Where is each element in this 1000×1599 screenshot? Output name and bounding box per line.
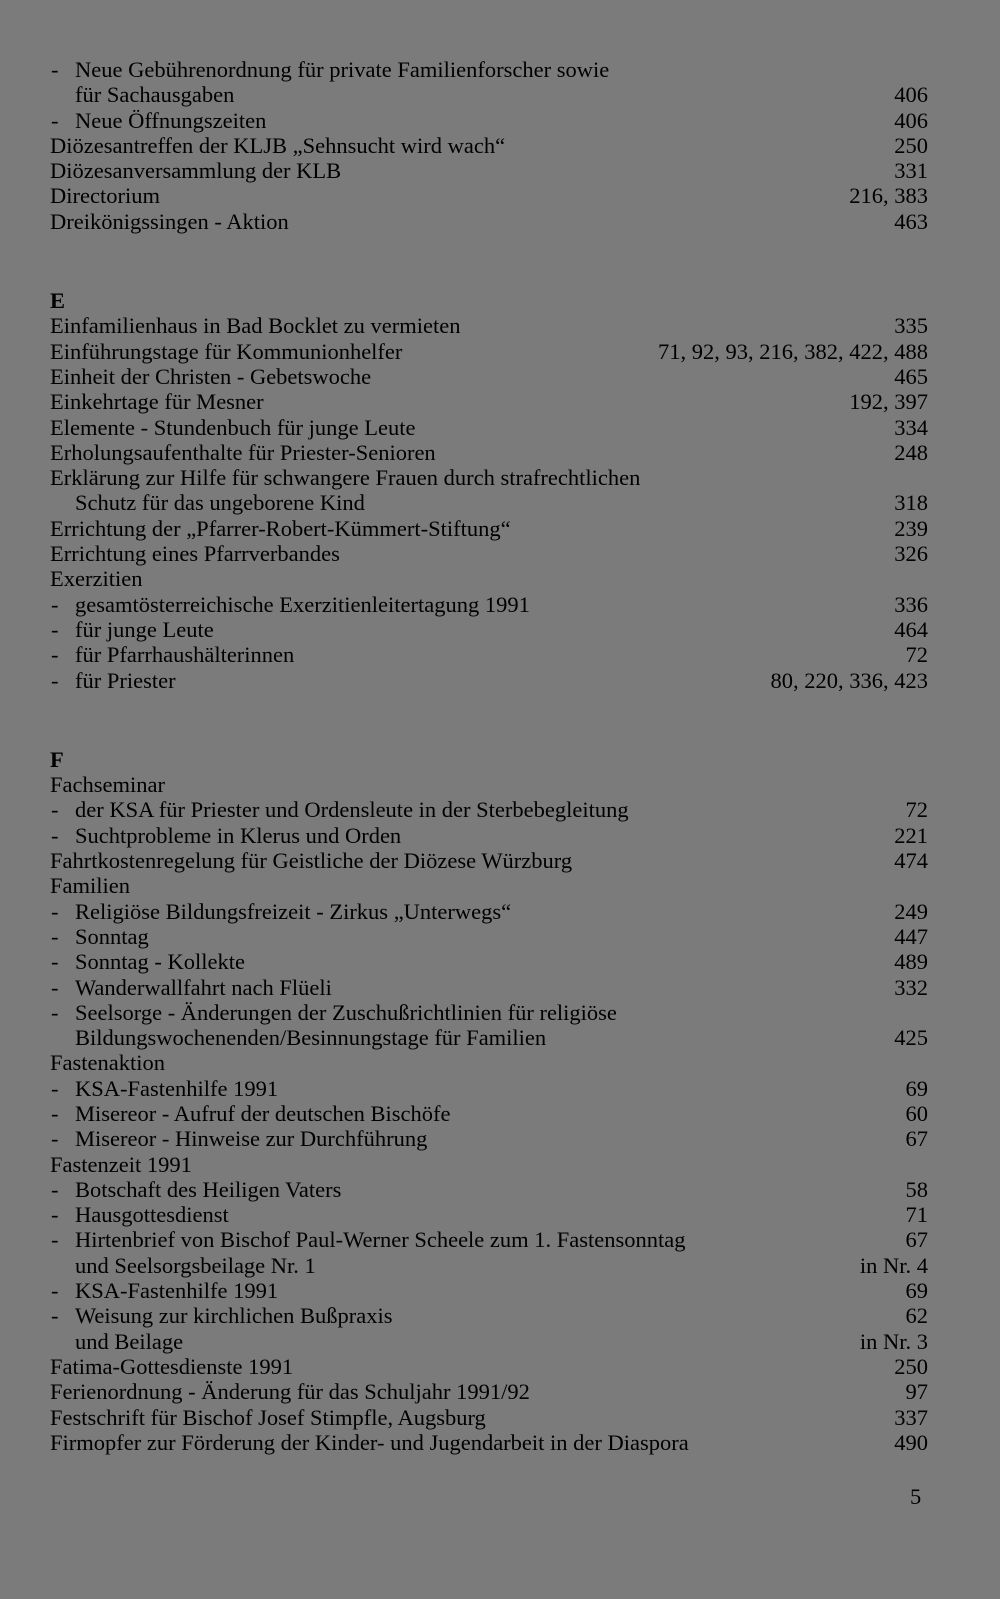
entry-pages: 447 bbox=[894, 923, 928, 949]
index-entry bbox=[50, 1253, 928, 1278]
entry-pages: 332 bbox=[894, 974, 928, 1000]
entry-label: Diözesanversammlung der KLB bbox=[50, 158, 342, 184]
entry-label: Elemente - Stundenbuch für junge Leute bbox=[50, 414, 416, 440]
index-entry bbox=[50, 1101, 928, 1126]
entry-pages: 336 bbox=[894, 591, 928, 617]
entry-label: - KSA-Fastenhilfe 1991 bbox=[50, 1278, 278, 1303]
entry-label: und Beilage bbox=[75, 1328, 184, 1354]
entry-label: Fahrtkostenregelung für Geistliche der Diözese Würzburg bbox=[50, 848, 573, 874]
entry-label: Einführungstage für Kommunionhelfer bbox=[50, 338, 403, 364]
index-entry bbox=[50, 158, 928, 183]
index-entry bbox=[50, 1329, 928, 1354]
index-entry bbox=[50, 490, 928, 515]
index-entry bbox=[50, 797, 928, 822]
entry-pages: 67 bbox=[905, 1227, 928, 1253]
entry-label: Fatima-Gottesdienste 1991 bbox=[50, 1353, 294, 1379]
entry-label: Fastenzeit 1991 bbox=[50, 1151, 192, 1177]
index-entry bbox=[50, 1126, 928, 1151]
index-entry bbox=[50, 772, 928, 797]
entry-pages: 69 bbox=[905, 1075, 928, 1101]
index-entry bbox=[50, 1152, 928, 1177]
index-entry bbox=[50, 364, 928, 389]
entry-label: Errichtung der „Pfarrer-Robert-Kümmert-Stiftung“ bbox=[50, 515, 511, 541]
entry-pages: 464 bbox=[894, 616, 928, 642]
entry-pages: 489 bbox=[894, 949, 928, 975]
entry-pages: 249 bbox=[894, 898, 928, 924]
entry-label: - Sonntag - Kollekte bbox=[50, 949, 245, 974]
subject-index bbox=[50, 57, 928, 1455]
index-entry bbox=[50, 1430, 928, 1455]
index-entry bbox=[50, 313, 928, 338]
entry-label: - Seelsorge - Änderungen der Zuschußrichtlinien für religiöse bbox=[50, 1000, 617, 1025]
index-section bbox=[50, 57, 928, 234]
entry-pages: in Nr. 4 bbox=[859, 1252, 928, 1278]
entry-pages: 490 bbox=[894, 1429, 928, 1455]
entry-pages: 221 bbox=[894, 822, 928, 848]
index-entry bbox=[50, 108, 928, 133]
index-section bbox=[50, 745, 928, 1455]
entry-pages: in Nr. 3 bbox=[859, 1328, 928, 1354]
entry-label: Einheit der Christen - Gebetswoche bbox=[50, 363, 372, 389]
entry-label: Firmopfer zur Förderung der Kinder- und Jugendarbeit in der Diaspora bbox=[50, 1429, 689, 1455]
entry-label: Fachseminar bbox=[50, 772, 165, 798]
entry-label: Exerzitien bbox=[50, 566, 143, 592]
entry-label: Einfamilienhaus in Bad Bocklet zu vermieten bbox=[50, 313, 461, 339]
entry-pages: 62 bbox=[905, 1303, 928, 1329]
entry-label: Ferienordnung - Änderung für das Schuljahr 1991/92 bbox=[50, 1379, 530, 1405]
entry-pages: 335 bbox=[894, 313, 928, 339]
entry-pages: 337 bbox=[894, 1404, 928, 1430]
index-entry bbox=[50, 1025, 928, 1050]
index-entry bbox=[50, 82, 928, 107]
index-entry bbox=[50, 209, 928, 234]
entry-label: Diözesantreffen der KLJB „Sehnsucht wird wach“ bbox=[50, 132, 506, 158]
entry-pages: 334 bbox=[894, 414, 928, 440]
entry-pages: 318 bbox=[894, 490, 928, 516]
index-entry bbox=[50, 415, 928, 440]
entry-pages: 71 bbox=[905, 1202, 928, 1228]
entry-label: Einkehrtage für Mesner bbox=[50, 389, 264, 415]
entry-label: für Sachausgaben bbox=[75, 82, 235, 108]
entry-label: Errichtung eines Pfarrverbandes bbox=[50, 541, 340, 567]
entry-label: - Weisung zur kirchlichen Bußpraxis bbox=[50, 1303, 392, 1328]
entry-pages: 463 bbox=[894, 208, 928, 234]
entry-pages: 474 bbox=[894, 848, 928, 874]
entry-label: - für junge Leute bbox=[50, 617, 214, 642]
index-entry bbox=[50, 1405, 928, 1430]
index-section bbox=[50, 286, 928, 693]
entry-label: - der KSA für Priester und Ordensleute in der Sterbebegleitung bbox=[50, 797, 629, 822]
index-entry bbox=[50, 949, 928, 974]
index-entry bbox=[50, 57, 928, 82]
entry-label: - Misereor - Aufruf der deutschen Bischöfe bbox=[50, 1101, 451, 1126]
entry-pages: 58 bbox=[905, 1176, 928, 1202]
index-entry bbox=[50, 465, 928, 490]
entry-label: - Hirtenbrief von Bischof Paul-Werner Scheele zum 1. Fastensonntag bbox=[50, 1227, 686, 1252]
index-entry bbox=[50, 899, 928, 924]
index-entry bbox=[50, 1227, 928, 1252]
index-entry bbox=[50, 1354, 928, 1379]
entry-label: - gesamtösterreichische Exerzitienleitertagung 1991 bbox=[50, 592, 530, 617]
index-entry bbox=[50, 924, 928, 949]
index-entry bbox=[50, 617, 928, 642]
index-entry bbox=[50, 1278, 928, 1303]
index-entry bbox=[50, 668, 928, 693]
entry-label: - KSA-Fastenhilfe 1991 bbox=[50, 1076, 278, 1101]
entry-pages: 69 bbox=[905, 1278, 928, 1304]
entry-pages: 465 bbox=[894, 363, 928, 389]
entry-label: - Suchtprobleme in Klerus und Orden bbox=[50, 823, 401, 848]
entry-pages: 239 bbox=[894, 515, 928, 541]
index-entry bbox=[50, 823, 928, 848]
index-entry bbox=[50, 975, 928, 1000]
entry-label: - Neue Öffnungszeiten bbox=[50, 108, 266, 133]
entry-pages: 406 bbox=[894, 82, 928, 108]
index-entry bbox=[50, 1050, 928, 1075]
entry-pages: 216, 383 bbox=[849, 183, 928, 209]
entry-label: Festschrift für Bischof Josef Stimpfle, Augsburg bbox=[50, 1404, 486, 1430]
index-entry bbox=[50, 1379, 928, 1404]
entry-label: - Sonntag bbox=[50, 924, 149, 949]
entry-pages: 406 bbox=[894, 107, 928, 133]
entry-label: - Neue Gebührenordnung für private Familienforscher sowie bbox=[50, 57, 609, 82]
entry-label: - Hausgottesdienst bbox=[50, 1202, 229, 1227]
index-entry bbox=[50, 642, 928, 667]
entry-pages: 326 bbox=[894, 541, 928, 567]
entry-pages: 80, 220, 336, 423 bbox=[770, 667, 928, 693]
index-entry bbox=[50, 566, 928, 591]
section-letter: F bbox=[50, 746, 64, 772]
entry-pages: 97 bbox=[905, 1379, 928, 1405]
entry-label: Bildungswochenenden/Besinnungstage für Familien bbox=[75, 1025, 547, 1051]
entry-pages: 248 bbox=[894, 439, 928, 465]
entry-label: - für Priester bbox=[50, 668, 176, 693]
page-number: 5 bbox=[910, 1484, 922, 1509]
entry-label: Erholungsaufenthalte für Priester-Senioren bbox=[50, 439, 436, 465]
index-entry bbox=[50, 339, 928, 364]
entry-label: Directorium bbox=[50, 183, 160, 209]
entry-label: - Wanderwallfahrt nach Flüeli bbox=[50, 975, 332, 1000]
index-entry bbox=[50, 1202, 928, 1227]
index-entry bbox=[50, 440, 928, 465]
entry-label: und Seelsorgsbeilage Nr. 1 bbox=[75, 1252, 316, 1278]
entry-pages: 425 bbox=[894, 1025, 928, 1051]
index-entry bbox=[50, 592, 928, 617]
entry-label: Schutz für das ungeborene Kind bbox=[75, 490, 365, 516]
entry-pages: 67 bbox=[905, 1126, 928, 1152]
entry-pages: 250 bbox=[894, 132, 928, 158]
entry-pages: 250 bbox=[894, 1353, 928, 1379]
entry-label: - Misereor - Hinweise zur Durchführung bbox=[50, 1126, 427, 1151]
entry-label: Familien bbox=[50, 873, 130, 899]
entry-pages: 71, 92, 93, 216, 382, 422, 488 bbox=[658, 338, 928, 364]
entry-pages: 72 bbox=[905, 642, 928, 668]
index-entry bbox=[50, 389, 928, 414]
entry-pages: 331 bbox=[894, 158, 928, 184]
index-entry bbox=[50, 848, 928, 873]
index-entry bbox=[50, 1177, 928, 1202]
index-entry bbox=[50, 1303, 928, 1328]
index-entry bbox=[50, 1076, 928, 1101]
entry-label: - Religiöse Bildungsfreizeit - Zirkus „Unterwegs“ bbox=[50, 899, 511, 924]
entry-pages: 72 bbox=[905, 797, 928, 823]
entry-label: - für Pfarrhaushälterinnen bbox=[50, 642, 294, 667]
entry-pages: 60 bbox=[905, 1100, 928, 1126]
index-entry bbox=[50, 873, 928, 898]
entry-label: - Botschaft des Heiligen Vaters bbox=[50, 1177, 341, 1202]
index-entry bbox=[50, 516, 928, 541]
index-entry bbox=[50, 541, 928, 566]
entry-label: Dreikönigssingen - Aktion bbox=[50, 208, 289, 234]
section-letter: E bbox=[50, 288, 66, 314]
index-entry bbox=[50, 1000, 928, 1025]
entry-label: Erklärung zur Hilfe für schwangere Frauen durch strafrechtlichen bbox=[50, 465, 641, 491]
index-entry bbox=[50, 183, 928, 208]
index-entry bbox=[50, 133, 928, 158]
entry-pages: 192, 397 bbox=[849, 389, 928, 415]
entry-label: Fastenaktion bbox=[50, 1050, 165, 1076]
